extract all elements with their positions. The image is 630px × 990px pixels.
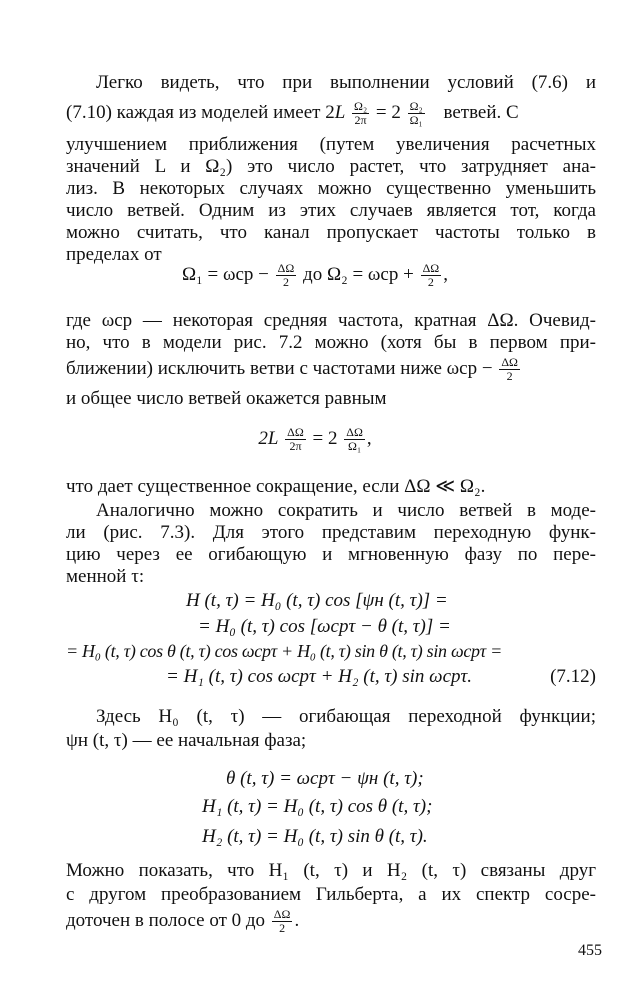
text-line: что дает существенное сокращение, если ΔΩ ≪ Ω₂. — [66, 476, 486, 497]
fraction: $\frac{\text{Ω₂}}{\text{Ω₁}}$ — [409, 99, 423, 127]
text-line: ψн (t, τ) — ее начальная фаза; — [66, 730, 307, 751]
page-number: 455 — [578, 942, 602, 959]
text-line: но, что в модели рис. 7.2 можно (хотя бы в первом при- — [66, 332, 596, 353]
text-line: можно считать, что канал пропускает частоты только в — [66, 222, 596, 243]
text-line: и общее число ветвей окажется равным — [66, 388, 387, 409]
fraction: $\frac{\Delta\Omega}{\text{Ω₁}}$ — [346, 425, 363, 453]
text-line: число ветвей. Одним из этих случаев является тот, когда — [66, 200, 596, 221]
text-line: Здесь H₀ (t, τ) — огибающая переходной функции; — [96, 706, 596, 727]
text-line: Аналогично можно сократить и число ветвей в моде- — [96, 500, 596, 521]
text-segment: (7.10) каждая из моделей имеет 2 — [66, 101, 335, 123]
text-segment: = 2 — [375, 101, 401, 123]
text-line-with-formula: ближении) исключить ветви с частотами ниже ωср − $\frac{\Delta\Omega}{2}$ — [66, 355, 518, 383]
equation-7-12-line1: H (t, τ) = H₀ (t, τ) cos [ψн (t, τ)] = — [186, 590, 448, 611]
equation-number: (7.12) — [550, 666, 596, 687]
equation-7-12-line4: = H₁ (t, τ) cos ωсрτ + H₂ (t, τ) sin ωсрτ. — [166, 666, 473, 687]
text-line-with-formula — [66, 100, 596, 127]
text-line: где ωср — некоторая средняя частота, кратная ΔΩ. Очевид- — [66, 310, 596, 331]
equation-7-12-line3: = H₀ (t, τ) cos θ (t, τ) cos ωсрτ + H₀ (t, τ) sin θ (t, τ) sin ωсрτ = — [66, 641, 502, 661]
fraction: $\frac{\Delta\Omega}{2}$ — [501, 355, 518, 383]
text-line: менной τ: — [66, 566, 145, 587]
text-line: значений L и Ω₂) это число растет, что затрудняет ана- — [66, 156, 596, 177]
formula-variable: L — [334, 101, 346, 123]
text-line: ли (рис. 7.3). Для этого представим переходную функ- — [66, 522, 596, 543]
equation-theta: θ (t, τ) = ωсрτ − ψн (t, τ); — [226, 768, 424, 789]
text-line: пределах от — [66, 244, 162, 265]
fraction: $\frac{\Delta\Omega}{2\pi}$ — [287, 425, 304, 453]
equation-range: Ω₁ = ωср − $\frac{\Delta\Omega}{2}$ до Ω₂ = ωср + $\frac{\Delta\Omega}{2}$ , — [182, 261, 448, 289]
text-line: Легко видеть, что при выполнении условий (7.6) и — [96, 72, 596, 93]
text-line: с другом преобразованием Гильберта, а их спектр сосре- — [66, 884, 596, 905]
fraction: $\frac{\text{Ω₂}}{2\pi}$ — [354, 99, 368, 127]
fraction: $\frac{\Delta\Omega}{2}$ — [422, 261, 440, 289]
text-line-with-formula: доточен в полосе от 0 до $\frac{\Delta\Omega}{2}$ . — [66, 907, 300, 935]
equation-h1: H₁ (t, τ) = H₀ (t, τ) cos θ (t, τ); — [202, 796, 433, 817]
text-line: цию через ее огибающую и мгновенную фазу по пере- — [66, 544, 596, 565]
equation-7-12-line2: = H₀ (t, τ) cos [ωсрτ − θ (t, τ)] = — [198, 616, 451, 637]
text-line: лиз. В некоторых случаях можно существенно уменьшить — [66, 178, 596, 199]
fraction: $\frac{\Delta\Omega}{2}$ — [273, 907, 291, 935]
text-segment: ветвей. С — [443, 101, 519, 123]
equation-h2: H₂ (t, τ) = H₀ (t, τ) sin θ (t, τ). — [202, 826, 428, 847]
text-line: Можно показать, что H₁ (t, τ) и H₂ (t, τ) связаны друг — [66, 860, 596, 881]
equation-count: 2L $\frac{\Delta\Omega}{2\pi}$ = 2 $\frac{\Delta\Omega}{\text{Ω₁}}$ , — [258, 425, 372, 453]
text-line: улучшением приближения (путем увеличения расчетных — [66, 134, 596, 155]
fraction: $\frac{\Delta\Omega}{2}$ — [277, 261, 295, 289]
